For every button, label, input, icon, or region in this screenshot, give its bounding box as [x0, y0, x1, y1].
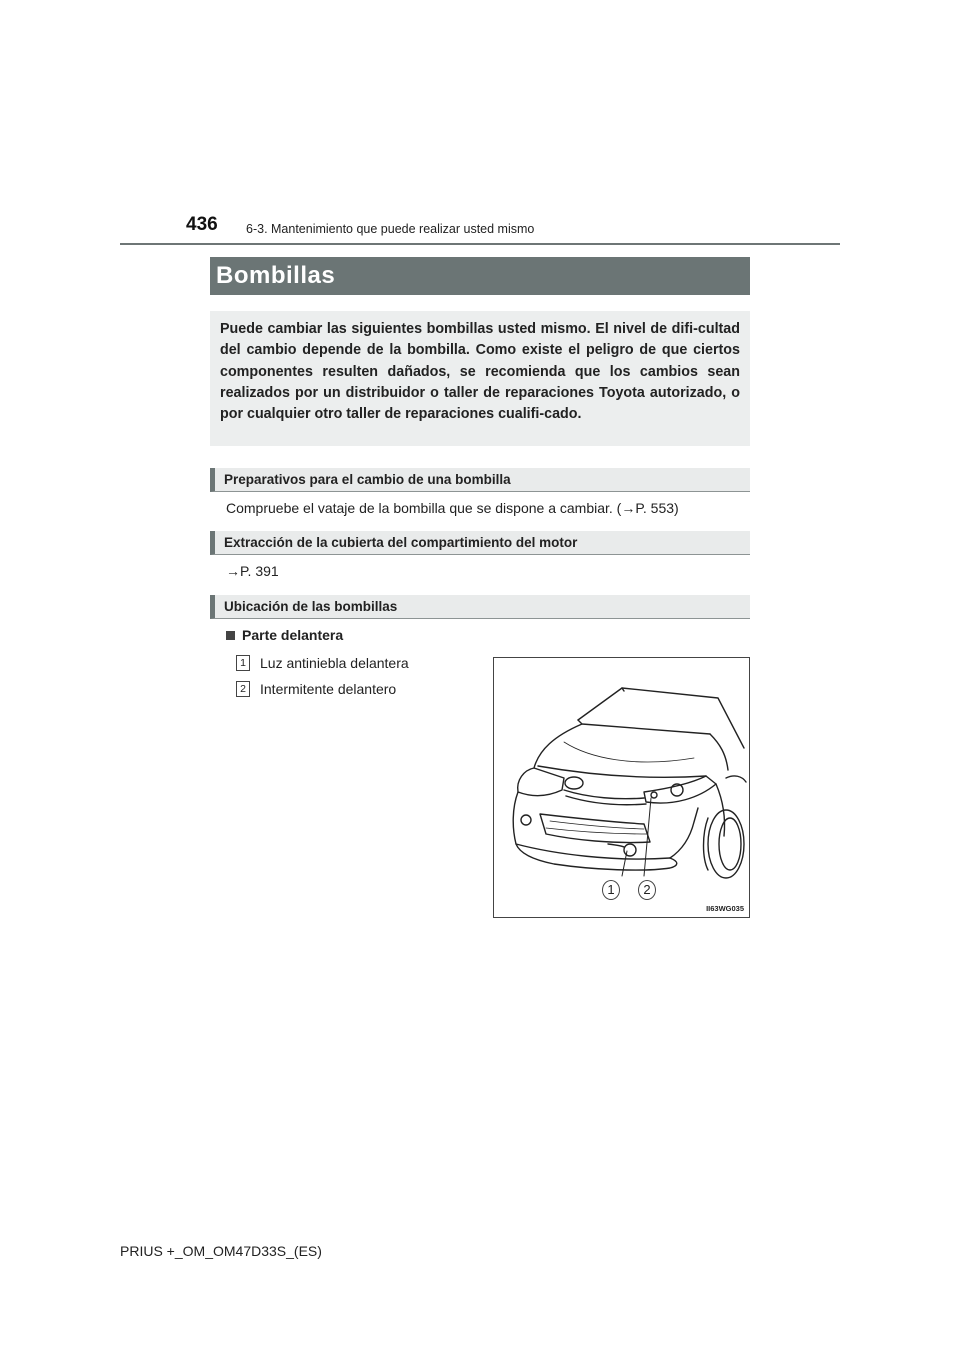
car-front-drawing — [494, 658, 749, 917]
section-heading-preparation — [210, 468, 750, 492]
item-number-2: 2 — [236, 681, 250, 697]
car-front-illustration — [493, 657, 750, 918]
document-code-footer: PRIUS +_OM_OM47D33S_(ES) — [120, 1243, 322, 1259]
section-heading-bulb-location — [210, 595, 750, 619]
item-label-fog-light: Luz antiniebla delantera — [260, 655, 409, 671]
item-label-turn-signal: Intermitente delantero — [260, 681, 397, 697]
subheading-front — [226, 627, 343, 643]
figure-code: II63WG035 — [706, 904, 744, 913]
running-head: 6-3. Mantenimiento que puede realizar usted mismo — [246, 222, 535, 236]
page-number: 436 — [186, 214, 218, 235]
page-title-bar — [210, 257, 750, 295]
intro-box — [210, 311, 750, 446]
header-rule — [120, 243, 840, 245]
section-heading-engine-cover — [210, 531, 750, 555]
section-heading-text: Extracción de la cubierta del compartimiento del motor — [224, 535, 578, 550]
engine-cover-reference: →P. 391 — [226, 563, 279, 579]
callout-2-icon: 2 — [638, 880, 656, 900]
section-heading-text: Preparativos para el cambio de una bombilla — [224, 472, 511, 487]
square-bullet-icon — [226, 631, 235, 640]
callout-1-icon: 1 — [602, 880, 620, 900]
intro-text: Puede cambiar las siguientes bombillas usted mismo. El nivel de difi-cultad del cambio depende de la bombilla. Como existe el peligro de que ciertos componentes resulten dañados, se recomienda que los cambios sean realizados por un distribuidor o taller de reparaciones Toyota autorizado, o por cualquier otro taller de reparaciones cualifi-cado. — [220, 321, 740, 423]
item-number-1: 1 — [236, 655, 250, 671]
subheading-text: Parte delantera — [242, 627, 344, 643]
page-title: Bombillas — [216, 262, 336, 289]
section-heading-text: Ubicación de las bombillas — [224, 599, 398, 614]
preparation-text: Compruebe el vataje de la bombilla que se dispone a cambiar. (→P. 553) — [226, 500, 679, 516]
